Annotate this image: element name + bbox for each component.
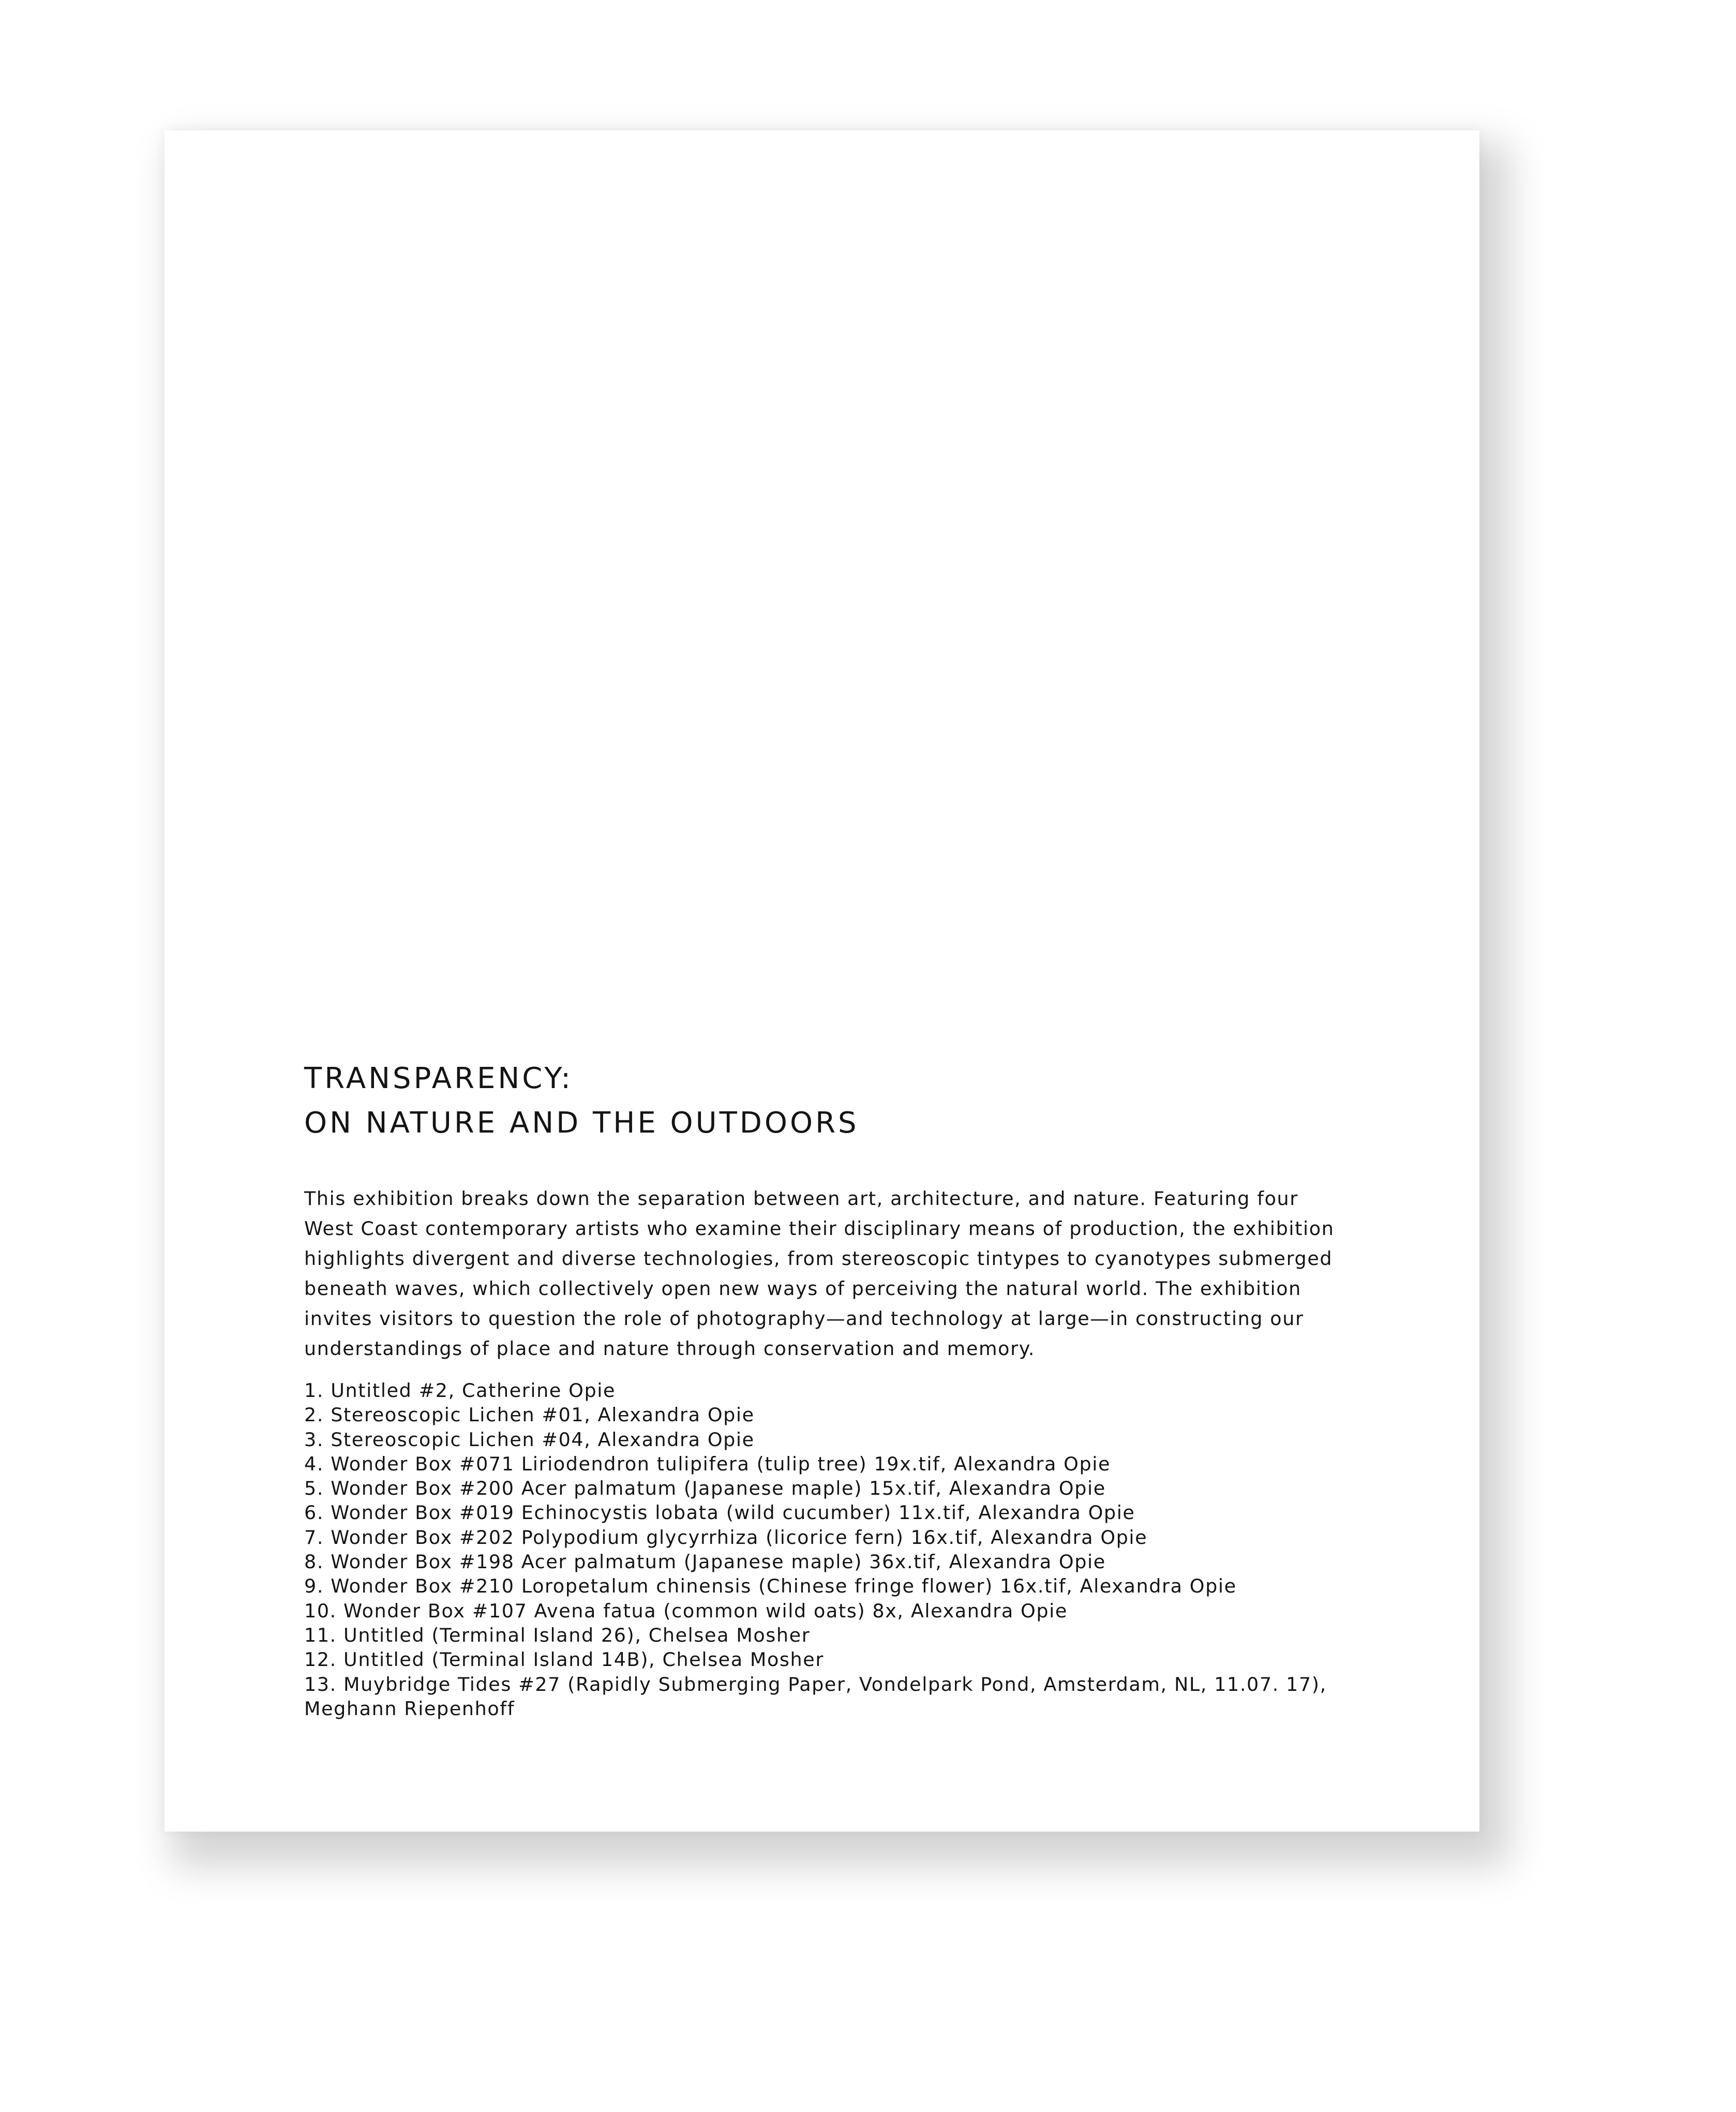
work-item: 11. Untitled (Terminal Island 26), Chelsea Mosher — [304, 1624, 811, 1646]
work-item: 12. Untitled (Terminal Island 14B), Chelsea Mosher — [304, 1648, 824, 1671]
work-item: 2. Stereoscopic Lichen #01, Alexandra Opie — [304, 1404, 755, 1426]
title-line-2: ON NATURE AND THE OUTDOORS — [304, 1106, 859, 1140]
work-item: 8. Wonder Box #198 Acer palmatum (Japanese maple) 36x.tif, Alexandra Opie — [304, 1551, 1106, 1573]
work-item: 9. Wonder Box #210 Loropetalum chinensis (Chinese fringe flower) 16x.tif, Alexandra Opie — [304, 1575, 1237, 1598]
work-item: 6. Wonder Box #019 Echinocystis lobata (wild cucumber) 11x.tif, Alexandra Opie — [304, 1501, 1135, 1524]
work-item: 13. Muybridge Tides #27 (Rapidly Submerging Paper, Vondelpark Pond, Amsterdam, NL, 11.07. 17), Meghann Riepenhoff — [304, 1673, 1327, 1720]
exhibition-title — [304, 1057, 1354, 1146]
works-list — [304, 1378, 1354, 1721]
document-page — [164, 130, 1479, 1832]
title-line-1: TRANSPARENCY: — [304, 1062, 574, 1095]
work-item: 7. Wonder Box #202 Polypodium glycyrrhiza (licorice fern) 16x.tif, Alexandra Opie — [304, 1526, 1148, 1549]
work-item: 5. Wonder Box #200 Acer palmatum (Japanese maple) 15x.tif, Alexandra Opie — [304, 1477, 1106, 1500]
exhibition-description: This exhibition breaks down the separation between art, architecture, and nature. Featuring four West Coast contemporary artists who examine their disciplinary means of production, the exhibition highlights divergent and diverse technologies, from stereoscopic tintypes to cyanotypes submerged beneath waves, which collectively open new ways of perceiving the natural world. The exhibition invites visitors to question the role of photography—and technology at large—in constructing our understandings of place and nature through conservation and memory. — [304, 1187, 1335, 1360]
work-item: 3. Stereoscopic Lichen #04, Alexandra Opie — [304, 1428, 755, 1451]
page-content — [304, 1057, 1354, 1721]
work-item: 4. Wonder Box #071 Liriodendron tulipifera (tulip tree) 19x.tif, Alexandra Opie — [304, 1452, 1111, 1475]
work-item: 1. Untitled #2, Catherine Opie — [304, 1379, 616, 1402]
work-item: 10. Wonder Box #107 Avena fatua (common wild oats) 8x, Alexandra Opie — [304, 1599, 1068, 1622]
